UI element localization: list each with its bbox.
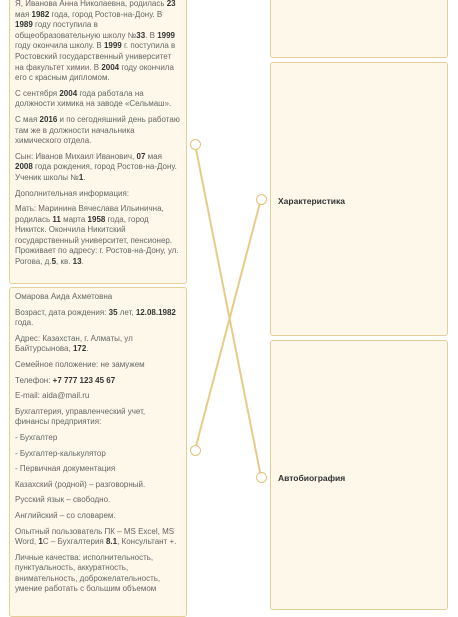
target-connector-autobiography[interactable] [256,472,267,483]
source-connector-char[interactable] [190,445,201,456]
text-segment: Личные качества: исполнительность, пунктуальность, аккуратность, внимательность, доброжелательность, умение работать с большим объемом [15,552,161,594]
text-segment: С мая [15,114,40,124]
text-paragraph [15,511,181,522]
emphasized-number: 35 [108,307,118,317]
emphasized-number: 5 [51,257,57,267]
emphasized-number: 1999 [157,30,175,40]
emphasized-number: 2016 [39,114,58,124]
text-paragraph [15,495,181,506]
text-paragraph [15,376,181,387]
emphasized-number: 2004 [59,88,78,98]
target-card-autobiography[interactable] [270,340,448,610]
emphasized-number: 1999 [103,41,122,51]
text-segment: С сентября [15,88,60,98]
text-segment: Возраст, дата рождения: [15,307,109,317]
text-segment: года работала на должности химика на заводе «Сельмаш». [15,88,172,109]
text-segment: Русский язык – свободно. [15,495,111,505]
text-segment: Я, Иванова Анна Николаевна, родилась [15,0,167,8]
text-segment: Бухгалтерия, управленческий учет, финансы предприятия: [15,406,146,427]
text-segment: Телефон: [15,375,53,385]
text-segment: г. поступила в Ростовский государственный университет на факультет химии. В [15,41,176,72]
text-paragraph [15,360,181,371]
text-paragraph [15,292,181,303]
text-segment: Сын: Иванов Михаил Иванович, [15,151,137,161]
source-card-text [15,292,181,595]
text-paragraph [15,407,181,428]
emphasized-number: 2004 [101,62,120,72]
text-segment: года, город Никитск. Окончила Никитский государственный университет, пенсионер. Проживает по адресу: г. Ростов-на-Дону, ул. Рогова, д. [15,214,179,267]
text-paragraph [15,115,181,147]
text-segment: E-mail: aida@mail.ru [15,391,90,401]
emphasized-number: 12.08.1982 [135,307,176,317]
text-paragraph [15,89,181,110]
emphasized-number: 1958 [87,214,106,224]
target-card-characteristic[interactable] [270,62,448,336]
text-paragraph [15,480,181,491]
text-segment: . [86,344,89,354]
text-segment: году окончила школу. В [15,41,104,51]
text-paragraph [15,189,181,200]
text-segment: , Консультант +. [117,537,177,547]
emphasized-number: +7 777 123 45 67 [52,375,116,385]
text-segment: и по сегодняшний день работаю там же в должности начальника химического отдела. [15,114,180,146]
emphasized-number: 172 [72,344,87,354]
source-card-text [15,0,181,268]
text-paragraph [15,391,181,402]
text-segment: года рождения, город Ростов-на-Дону. Ученик школы № [15,162,177,182]
text-paragraph [15,527,181,548]
emphasized-number: 11 [52,214,61,224]
text-segment: лет, [117,307,136,317]
target-label-autobiography: Автобиография [278,473,346,483]
text-paragraph [15,334,181,355]
target-connector-characteristic[interactable] [256,194,267,205]
text-paragraph [15,152,181,184]
emphasized-number: 23 [166,0,176,8]
emphasized-number: 33 [136,30,146,40]
text-segment: году поступила в общеобразовательную школу № [15,20,137,40]
emphasized-number: 1 [38,537,43,547]
text-segment: Мать: Маринина Вячеслава Ильинична, родилась [15,204,164,224]
text-paragraph [15,449,181,460]
text-segment: С – Бухгалтерия [42,537,106,547]
text-segment: Омарова Аида Ахметовна [15,292,113,301]
emphasized-number: 2008 [15,162,33,172]
text-paragraph [15,553,181,595]
match-line-bio-to-autobiography [195,144,261,477]
emphasized-number: 8.1 [105,537,118,547]
text-segment: , кв. [56,257,73,267]
text-segment: . [83,172,86,182]
text-paragraph [15,308,181,329]
text-segment: Опытный пользователь ПК – MS Excel, MS Word, [15,526,175,547]
match-line-char-to-characteristic [195,199,261,450]
emphasized-number: 1989 [15,20,33,30]
source-card-characteristic-text[interactable] [9,287,187,617]
emphasized-number: 1982 [31,9,50,19]
text-paragraph [15,0,181,84]
text-segment: Казахский (родной) – разговорный. [15,479,146,489]
text-segment: марта [60,214,88,224]
text-segment: . [81,257,84,267]
text-segment: мая [15,9,32,19]
text-paragraph [15,464,181,475]
target-card-empty[interactable] [270,0,448,58]
text-segment: Дополнительная информация: [15,188,130,198]
text-segment: мая [145,151,162,161]
text-segment: - Бухгалтер-калькулятор [15,448,106,458]
text-paragraph [15,433,181,444]
text-segment: году окончила его с красным дипломом. [15,62,174,83]
text-segment: года. [15,318,34,328]
text-segment: Адрес: Казахстан, г. Алматы, ул Байтурсынова, [15,333,133,354]
emphasized-number: 13 [72,257,82,267]
text-segment: . В [145,30,158,40]
emphasized-number: 1 [78,172,84,182]
text-segment: - Бухгалтер [15,432,58,442]
text-paragraph [15,204,181,268]
source-card-autobiography-text[interactable] [9,0,187,284]
source-connector-bio[interactable] [190,139,201,150]
emphasized-number: 07 [136,151,146,161]
text-segment: года, город Ростов-на-Дону. В [49,9,163,19]
text-segment: - Первичная документация [15,464,116,474]
text-segment: Английский – со словарем. [15,510,116,520]
text-segment: Семейное положение: не замужем [15,359,145,369]
target-label-characteristic: Характеристика [278,196,345,206]
